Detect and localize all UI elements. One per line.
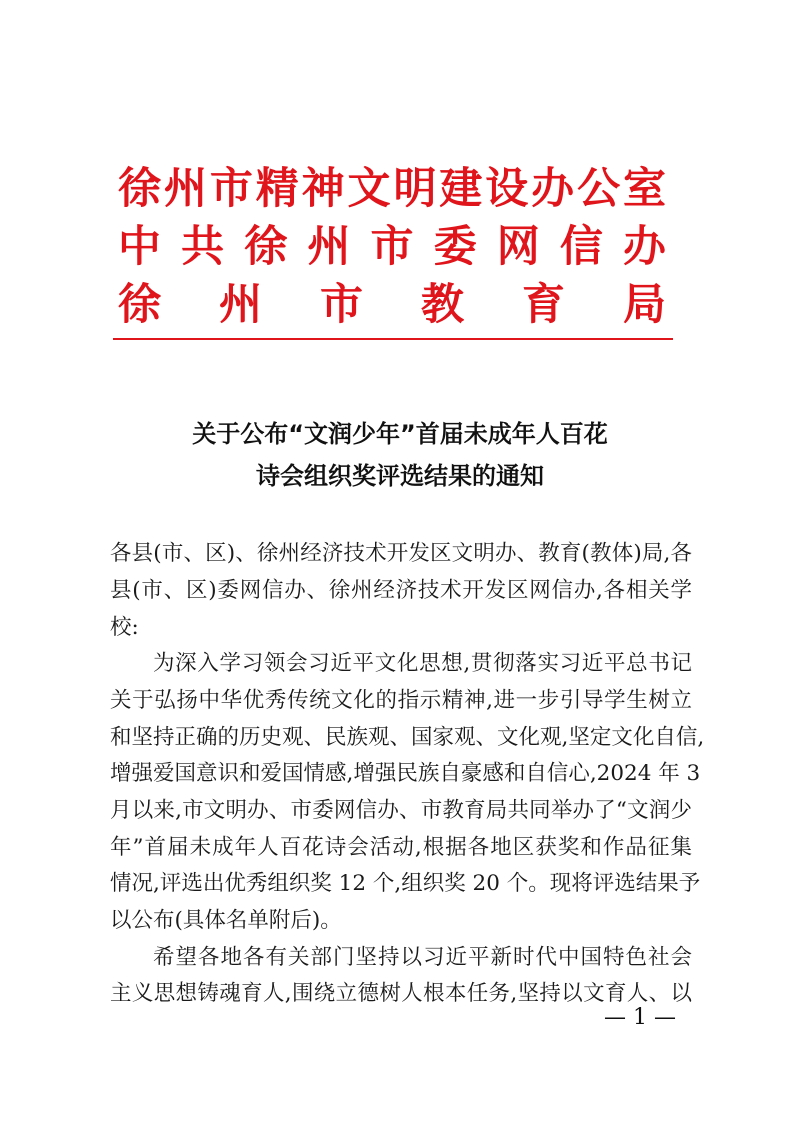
issuer-character: 委 — [433, 222, 477, 272]
body-line: 年”首届未成年人百花诗会活动,根据各地区获奖和作品征集 — [110, 835, 692, 860]
issuer-character: 徐 — [244, 222, 288, 272]
body-line: 校: — [110, 615, 139, 640]
body-line: 各县(市、区)、徐州经济技术开发区文明办、教育(教体)局,各 — [110, 541, 692, 566]
issuer-character: 局 — [623, 280, 666, 330]
body-line: 情况,评选出优秀组织奖 12 个,组织奖 20 个。现将评选结果予 — [110, 871, 701, 896]
body-line: 希望各地各有关部门坚持以习近平新时代中国特色社会 — [153, 945, 692, 970]
body-line: 关于弘扬中华优秀传统文化的指示精神,进一步引导学生树立 — [110, 688, 692, 713]
issuer-character: 明 — [393, 164, 437, 214]
issuer-character: 网 — [496, 222, 540, 272]
issuer-character: 办 — [623, 222, 666, 272]
issuer-character: 信 — [559, 222, 603, 272]
page-number: — 1 — — [604, 1005, 676, 1030]
issuer-character: 育 — [522, 280, 565, 330]
issuer-character: 州 — [219, 280, 262, 330]
body-line: 县(市、区)委网信办、徐州经济技术开发区网信办,各相关学 — [110, 578, 692, 603]
issuer-character: 共 — [181, 222, 225, 272]
issuer-character: 徐 — [118, 280, 161, 330]
issuer-character: 州 — [163, 164, 207, 214]
issuer-character: 神 — [301, 164, 345, 214]
notice-title-line-2: 诗会组织奖评选结果的通知 — [256, 462, 544, 490]
issuer-line-2 — [118, 222, 666, 272]
issuer-character: 设 — [485, 164, 529, 214]
issuer-character: 市 — [209, 164, 253, 214]
issuer-line-1 — [118, 164, 666, 214]
body-line: 和坚持正确的历史观、民族观、国家观、文化观,坚定文化自信, — [110, 725, 705, 750]
issuer-character: 精 — [255, 164, 299, 214]
issuer-character: 教 — [421, 280, 464, 330]
issuer-character: 市 — [320, 280, 363, 330]
body-line: 月以来,市文明办、市委网信办、市教育局共同举办了“文润少 — [110, 798, 692, 823]
issuer-character: 建 — [439, 164, 483, 214]
issuer-character: 州 — [307, 222, 351, 272]
issuer-line-3 — [118, 280, 666, 330]
issuer-character: 公 — [577, 164, 621, 214]
issuer-character: 中 — [118, 222, 161, 272]
issuer-character: 徐 — [118, 164, 161, 214]
notice-title-line-1: 关于公布“文润少年”首届未成年人百花 — [192, 420, 608, 448]
body-line: 主义思想铸魂育人,围绕立德树人根本任务,坚持以文育人、以 — [110, 981, 692, 1006]
issuer-character: 文 — [347, 164, 391, 214]
issuer-character: 办 — [531, 164, 575, 214]
body-line: 以公布(具体名单附后)。 — [110, 908, 342, 933]
body-line: 增强爱国意识和爱国情感,增强民族自豪感和自信心,2024 年 3 — [110, 761, 701, 786]
issuer-character: 室 — [622, 164, 666, 214]
red-header-rule — [113, 338, 673, 340]
body-line: 为深入学习领会习近平文化思想,贯彻落实习近平总书记 — [153, 651, 692, 676]
issuer-character: 市 — [370, 222, 414, 272]
